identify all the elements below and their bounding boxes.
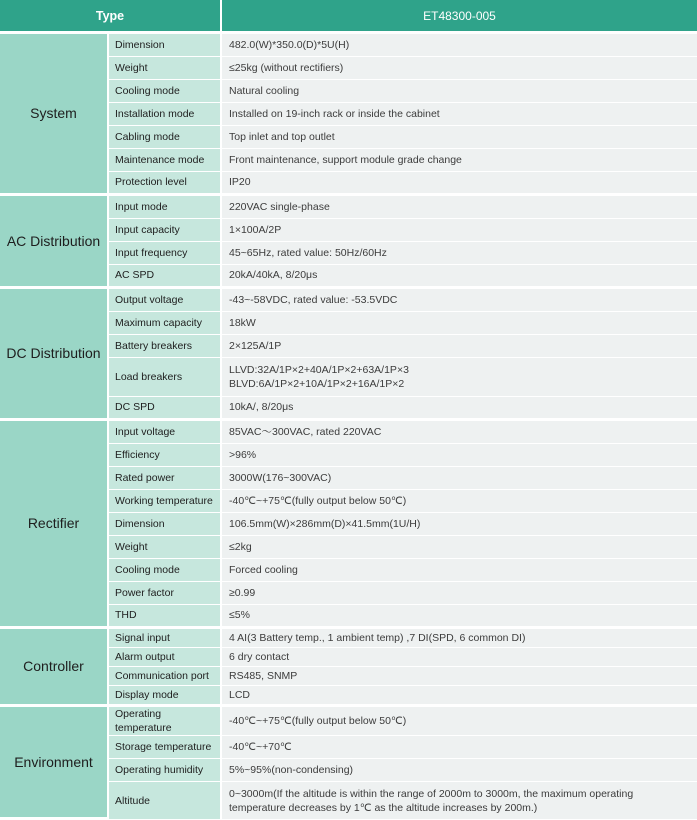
- row-label: Operating temperature: [107, 707, 220, 736]
- row-label: THD: [107, 605, 220, 629]
- row-label: Power factor: [107, 582, 220, 605]
- row-label: Working temperature: [107, 490, 220, 513]
- table-row: [0, 34, 697, 57]
- row-label: Efficiency: [107, 444, 220, 467]
- row-value: 45~65Hz, rated value: 50Hz/60Hz: [220, 242, 697, 265]
- row-label: AC SPD: [107, 265, 220, 289]
- group-environment: Environment: [0, 707, 107, 820]
- table-row: [0, 629, 697, 648]
- row-label: Protection level: [107, 172, 220, 196]
- group-controller: Controller: [0, 629, 107, 707]
- group-ac-distribution: AC Distribution: [0, 196, 107, 289]
- row-value: 6 dry contact: [220, 648, 697, 667]
- row-value-line: BLVD:6A/1P×2+10A/1P×2+16A/1P×2: [229, 378, 405, 390]
- row-value: ≤25kg (without rectifiers): [220, 57, 697, 80]
- row-label: Input mode: [107, 196, 220, 219]
- row-value: Installed on 19-inch rack or inside the cabinet: [220, 103, 697, 126]
- row-label: Cabling mode: [107, 126, 220, 149]
- row-value: >96%: [220, 444, 697, 467]
- row-value: [220, 358, 697, 397]
- row-label: Installation mode: [107, 103, 220, 126]
- row-label: Operating humidity: [107, 759, 220, 782]
- row-value: -40℃~+70℃: [220, 736, 697, 759]
- group-system: System: [0, 34, 107, 196]
- table-row: [0, 289, 697, 312]
- row-value: 85VAC～300VAC, rated 220VAC: [220, 421, 697, 444]
- row-value: [220, 782, 697, 820]
- row-label: Battery breakers: [107, 335, 220, 358]
- row-label: Dimension: [107, 513, 220, 536]
- row-label: Output voltage: [107, 289, 220, 312]
- row-label: Cooling mode: [107, 559, 220, 582]
- row-value: IP20: [220, 172, 697, 196]
- row-label: DC SPD: [107, 397, 220, 421]
- row-label: Rated power: [107, 467, 220, 490]
- row-value: 220VAC single-phase: [220, 196, 697, 219]
- row-label: Dimension: [107, 34, 220, 57]
- row-label: Load breakers: [107, 358, 220, 397]
- row-value: 106.5mm(W)×286mm(D)×41.5mm(1U/H): [220, 513, 697, 536]
- table-row: [0, 421, 697, 444]
- row-value: 3000W(176~300VAC): [220, 467, 697, 490]
- group-dc-distribution: DC Distribution: [0, 289, 107, 421]
- row-value: LCD: [220, 686, 697, 707]
- row-label: Maintenance mode: [107, 149, 220, 172]
- row-label: Altitude: [107, 782, 220, 820]
- row-value: 1×100A/2P: [220, 219, 697, 242]
- row-value: Forced cooling: [220, 559, 697, 582]
- row-value: ≤5%: [220, 605, 697, 629]
- row-label: Input capacity: [107, 219, 220, 242]
- row-label: Weight: [107, 57, 220, 80]
- row-label: Weight: [107, 536, 220, 559]
- row-label: Storage temperature: [107, 736, 220, 759]
- row-value: -40℃~+75℃(fully output below 50℃): [220, 707, 697, 736]
- header-type: Type: [0, 0, 220, 34]
- row-value-line: 0~3000m(If the altitude is within the range of 2000m to 3000m, the maximum operating: [229, 787, 634, 800]
- row-label: Communication port: [107, 667, 220, 686]
- row-label: Input voltage: [107, 421, 220, 444]
- row-value: 482.0(W)*350.0(D)*5U(H): [220, 34, 697, 57]
- row-value: -40℃~+75℃(fully output below 50℃): [220, 490, 697, 513]
- row-value: ≥0.99: [220, 582, 697, 605]
- row-label: Alarm output: [107, 648, 220, 667]
- row-value: RS485, SNMP: [220, 667, 697, 686]
- row-value: ≤2kg: [220, 536, 697, 559]
- row-value: Natural cooling: [220, 80, 697, 103]
- row-value-line: LLVD:32A/1P×2+40A/1P×2+63A/1P×3: [229, 363, 409, 376]
- row-label: Cooling mode: [107, 80, 220, 103]
- row-value: Top inlet and top outlet: [220, 126, 697, 149]
- row-value: 4 AI(3 Battery temp., 1 ambient temp) ,7 DI(SPD, 6 common DI): [220, 629, 697, 648]
- row-value: -43~-58VDC, rated value: -53.5VDC: [220, 289, 697, 312]
- row-value: 10kA/, 8/20μs: [220, 397, 697, 421]
- header-model: ET48300-005: [220, 0, 697, 34]
- header-row: [0, 0, 697, 34]
- row-label: Signal input: [107, 629, 220, 648]
- row-value: Front maintenance, support module grade change: [220, 149, 697, 172]
- row-value-line: temperature decreases by 1℃ as the altitude increases by 200m.): [229, 801, 538, 814]
- row-label: Display mode: [107, 686, 220, 707]
- row-value: 20kA/40kA, 8/20μs: [220, 265, 697, 289]
- row-label: Maximum capacity: [107, 312, 220, 335]
- table-row: [0, 707, 697, 736]
- row-label: Input frequency: [107, 242, 220, 265]
- group-rectifier: Rectifier: [0, 421, 107, 629]
- row-value: 18kW: [220, 312, 697, 335]
- row-value: 5%~95%(non-condensing): [220, 759, 697, 782]
- table-row: [0, 196, 697, 219]
- row-value: 2×125A/1P: [220, 335, 697, 358]
